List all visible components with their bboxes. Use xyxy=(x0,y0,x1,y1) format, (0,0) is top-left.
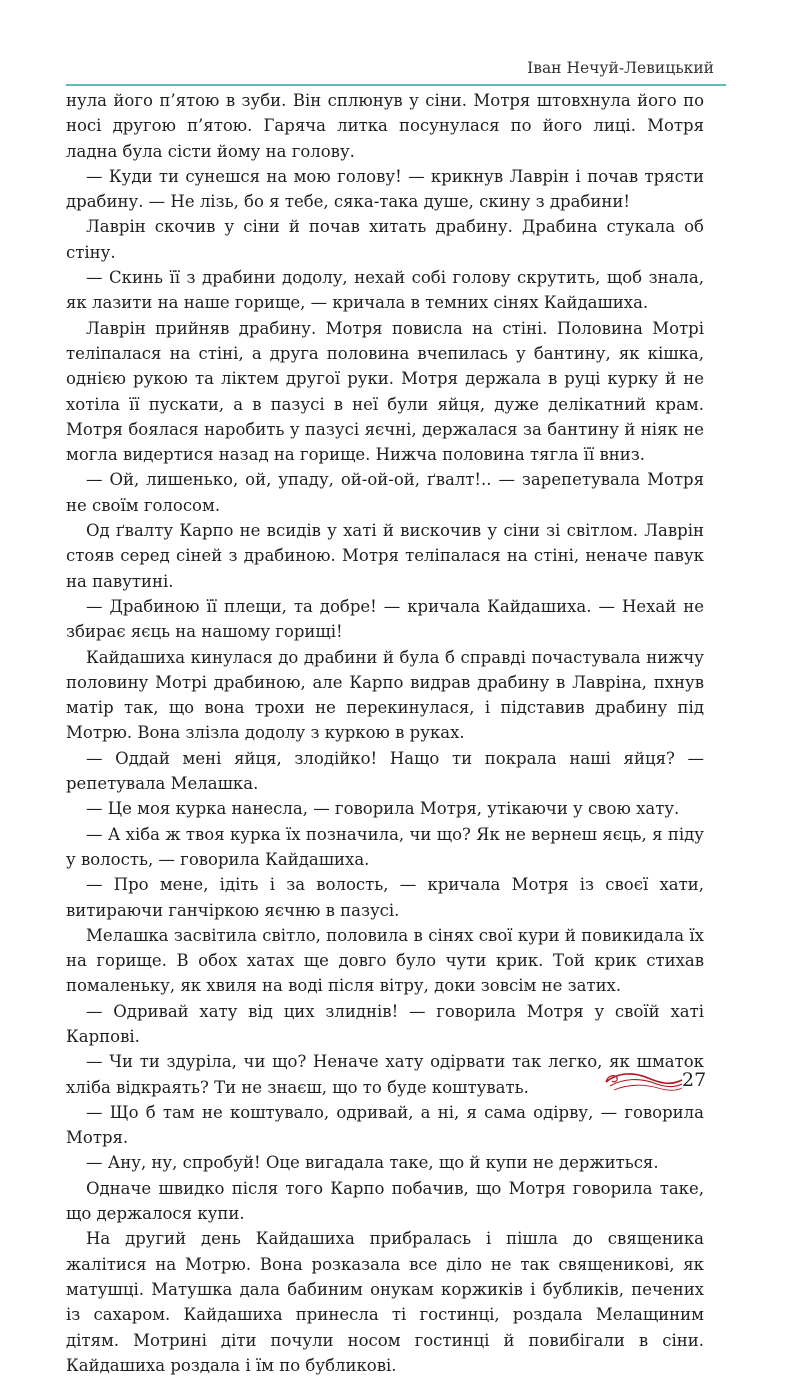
paragraph: — Драбиною її плещи, та добре! — кричала Кайдашиха. — Нехай не збирає яєць на нашому горищі! xyxy=(66,596,704,642)
paragraph: — Чи ти здуріла, чи що? Неначе хату одірвати так легко, як шматок хліба відкраять? Ти не знаєш, що то буде коштувать. xyxy=(66,1052,704,1097)
paragraph: — Ану, ну, спробуй! Оце вигадала таке, що й купи не держиться. xyxy=(86,1153,659,1173)
flourish-ornament-icon xyxy=(604,1066,684,1096)
paragraph: — Про мене, ідіть і за волость, — кричала Мотря із своєї хати, витираючи ганчіркою яєчню в пазусі. xyxy=(66,875,704,920)
paragraph: — Ой, лишенько, ой, упаду, ой-ой-ой, ґвалт!.. — зарепетувала Мотря не своїм голосом. xyxy=(66,470,704,515)
paragraph: Кайдашиха кинулася до драбини й була б справді почастувала нижчу половину Мотрі драбиною, але Карпо видрав драбину в Лавріна, пхнув матір так, що вона трохи не перекинулася, і підставив драбину під Мотрю. Вона злізла додолу з куркою в руках. xyxy=(66,647,704,743)
paragraph: — Це моя курка нанесла, — говорила Мотря, утікаючи у свою хату. xyxy=(86,799,680,819)
paragraph: Лаврін прийняв драбину. Мотря повисла на стіні. Половина Мотрі теліпалася на стіні, а друга половина вчепилась у бантину, як кішка, однією рукою та ліктем другої руки. Мотря держала в руці курку й не хотіла її пускати, а в пазусі в неї були яйця, дуже делікатний крам. Мотря боялася наробить у пазусі яєчні, держалася за бантину й ніяк не могла видертися назад на горище. Нижча половина тягла її вниз. xyxy=(66,318,704,465)
page-number: 27 xyxy=(682,1069,707,1091)
paragraph: нула його п’ятою в зуби. Він сплюнув у сіни. Мотря штовхнула його по носі другою п’ятою. Гаряча литка посунулася по його лиці. Мотря ладна була сісти йому на голову. xyxy=(66,91,704,161)
running-header-author: Іван Нечуй-Левицький xyxy=(527,59,714,77)
paragraph: На другий день Кайдашиха прибралась і пішла до священика жалітися на Мотрю. Вона розказала все діло не так священикові, як матушці. Матушка дала бабиним онукам коржиків і бубликів, печених із сахаром. Кайдашиха принесла ті гостинці, роздала Мелащиним дітям. Мотрині діти почули носом гостинці й повибігали в сіни. Кайдашиха роздала і їм по бубликові. xyxy=(66,1229,704,1375)
paragraph: — Скинь її з драбини додолу, нехай собі голову скрутить, щоб знала, як лазити на наше горище, — кричала в темних сінях Кайдашиха. xyxy=(66,268,704,313)
paragraph: — Одривай хату від цих злиднів! — говорила Мотря у своїй хаті Карпові. xyxy=(66,1001,704,1046)
paragraph: — А хіба ж твоя курка їх позначила, чи що? Як не вернеш яєць, я піду у волость, — говорила Кайдашиха. xyxy=(66,824,704,869)
paragraph: Од ґвалту Карпо не всидів у хаті й вискочив у сіни зі світлом. Лаврін стояв серед сіней з драбиною. Мотря теліпалася на стіні, неначе павук на павутині. xyxy=(66,521,704,591)
body-text xyxy=(66,88,707,1378)
paragraph: — Що б там не коштувало, одривай, а ні, я сама одірву, — говорила Мотря. xyxy=(66,1102,704,1148)
paragraph: Мелашка засвітила світло, половила в сінях свої кури й повикидала їх на горище. В обох хатах ще довго було чути крик. Той крик стихав помаленьку, як хвиля на воді після вітру, доки зовсім не затих. xyxy=(66,925,704,996)
paragraph: Одначе швидко після того Карпо побачив, що Мотря говорила таке, що держалося купи. xyxy=(66,1178,704,1224)
paragraph: Лаврін скочив у сіни й почав хитать драбину. Драбина стукала об стіну. xyxy=(66,217,704,262)
header-rule xyxy=(66,84,726,86)
paragraph: — Куди ти сунешся на мою голову! — крикнув Лаврін і почав трясти драбину. — Не лізь, бо я тебе, сяка-така душе, скину з драбини! xyxy=(66,166,704,212)
paragraph: — Оддай мені яйця, злодійко! Нащо ти покрала наші яйця? — репетувала Мелашка. xyxy=(66,748,704,794)
